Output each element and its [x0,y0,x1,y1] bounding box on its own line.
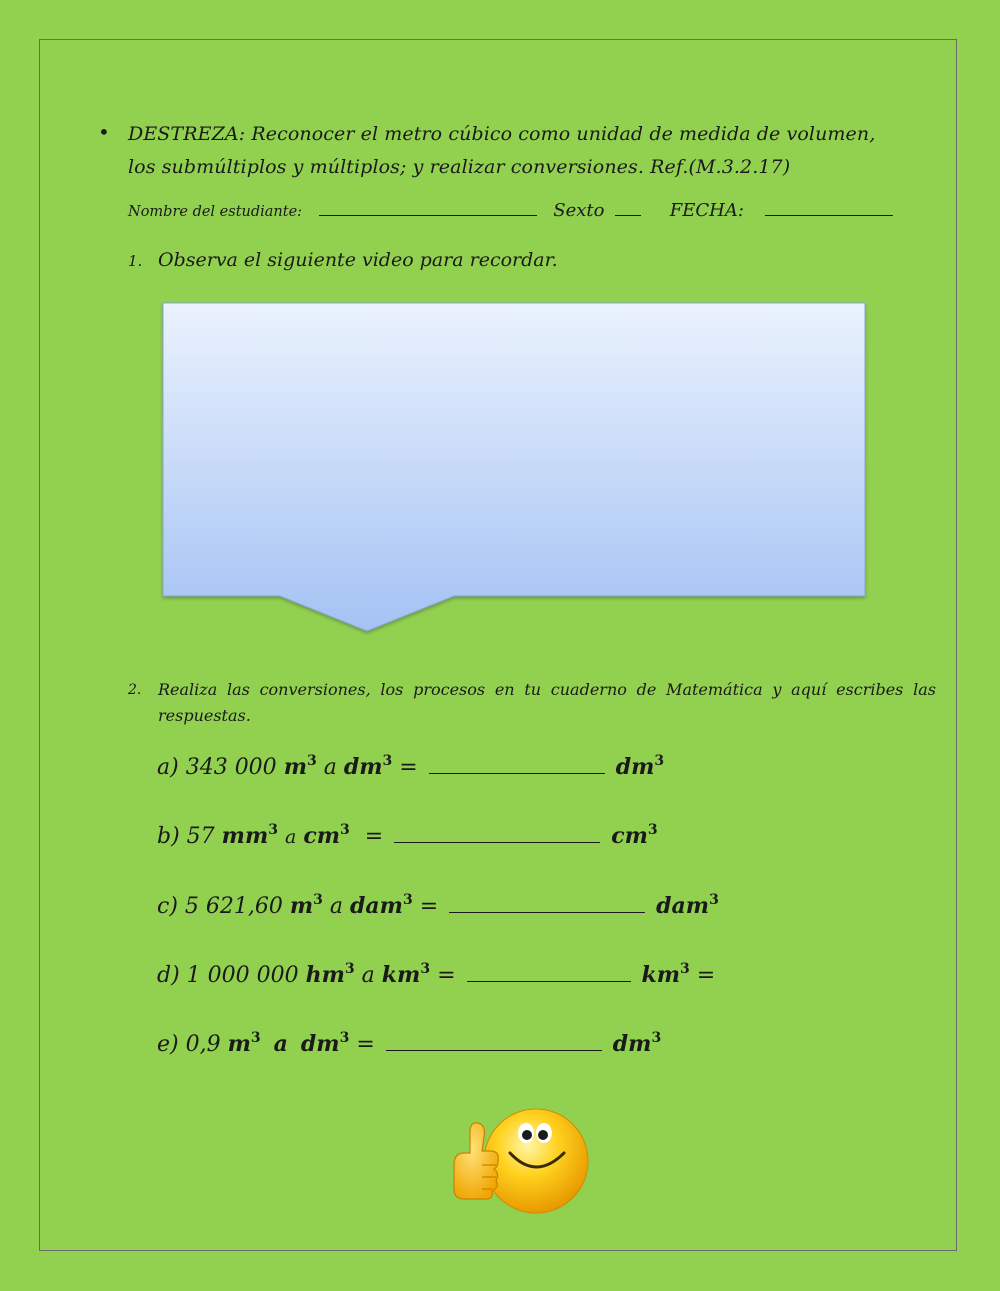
exercise-b [157,822,658,849]
exercise-a-result-exp: 3 [654,753,665,769]
exercise-d-from-unit: hm [305,962,345,988]
thumbs-up-smiley-icon [448,1103,590,1223]
grade-label: Sexto [553,200,605,221]
exercise-c-from-exp: 3 [313,892,323,908]
exercise-c-result-exp: 3 [709,892,719,908]
exercise-d-equals: = [437,963,456,988]
exercise-e-result-exp: 3 [651,1030,662,1046]
exercise-d-result-exp: 3 [680,961,690,977]
exercise-d-result-unit: km [641,962,681,988]
exercise-b-result-unit: cm [611,823,648,849]
exercise-b-to-exp: 3 [340,822,350,838]
exercise-e-value: 0,9 [185,1032,221,1057]
exercise-c-to-exp: 3 [402,892,413,908]
exercise-c-connector: a [329,894,344,919]
exercise-e-answer-field[interactable] [386,1034,602,1051]
exercise-e-equals: = [356,1032,375,1057]
exercise-a-value: 343 000 [185,755,277,780]
exercise-a-equals: = [399,755,418,780]
student-name-label: Nombre del estudiante: [128,204,303,220]
video-callout-shape [160,300,872,636]
exercise-d [157,961,715,988]
exercise-a-result-unit: dm [615,754,655,780]
exercise-c-equals: = [419,894,439,919]
question-1-text: Observa el siguiente video para recordar. [158,249,558,271]
exercise-e-to-unit: dm [300,1031,340,1057]
question-2-text: Realiza las conversiones, los procesos en tu cuaderno de Matemática y aquí escribes las respuestas. [158,680,936,725]
exercise-b-result-exp: 3 [647,822,658,838]
exercise-b-value: 57 [186,824,215,849]
exercise-b-connector: a [284,826,297,848]
exercise-d-answer-field[interactable] [467,965,631,982]
exercise-d-to-unit: km [381,962,421,988]
exercise-b-label: b) [157,824,180,849]
bullet-icon: • [98,120,110,144]
exercise-b-answer-field[interactable] [394,826,600,843]
question-2 [128,677,936,729]
exercise-a-from-unit: m [283,754,307,780]
exercise-d-value: 1 000 000 [186,963,299,988]
exercise-c-value: 5 621,60 [184,894,283,919]
question-1-number: 1. [128,252,143,270]
exercise-b-from-unit: mm [221,823,269,849]
exercise-b-from-exp: 3 [268,822,278,838]
exercise-e-from-unit: m [227,1031,251,1057]
exercise-d-from-exp: 3 [344,961,355,977]
exercise-e-result-unit: dm [612,1031,652,1057]
date-label: FECHA: [669,200,744,221]
exercise-d-trailing-equals: = [696,963,716,988]
skill-text: DESTREZA: Reconocer el metro cúbico como unidad de medida de volumen, los submúltiplos y múltiplos; y realizar conversiones. Ref.(M.3.2.17) [128,123,876,178]
exercise-c-from-unit: m [289,893,314,919]
student-name-field[interactable] [319,201,537,216]
question-1 [128,249,558,271]
exercise-e-connector: a [273,1031,288,1057]
exercise-d-to-exp: 3 [420,961,431,977]
exercise-a-answer-field[interactable] [429,757,605,774]
exercise-c-label: c) [157,894,178,919]
exercise-d-connector: a [361,963,375,988]
exercise-a-to-unit: dm [343,754,383,780]
date-field[interactable] [765,201,893,216]
exercise-a-to-exp: 3 [382,753,393,769]
exercise-a-from-exp: 3 [306,753,317,769]
exercise-e-from-exp: 3 [250,1030,261,1046]
exercise-b-equals: = [364,824,384,849]
grade-field[interactable] [615,201,641,216]
exercise-e [157,1030,661,1057]
exercise-a-connector: a [323,755,337,780]
exercise-c-to-unit: dam [350,893,403,919]
exercise-e-label: e) [157,1032,179,1057]
video-placeholder[interactable] [160,300,872,640]
exercise-b-to-unit: cm [303,823,340,849]
exercise-d-label: d) [157,963,180,988]
exercise-c-result-unit: dam [656,893,710,919]
exercise-a [157,753,664,780]
exercise-c-answer-field[interactable] [449,896,645,913]
exercise-a-label: a) [157,755,179,780]
exercise-c [157,892,719,919]
exercise-e-to-exp: 3 [339,1030,350,1046]
question-2-number: 2. [128,682,142,698]
student-info-row [128,200,888,221]
